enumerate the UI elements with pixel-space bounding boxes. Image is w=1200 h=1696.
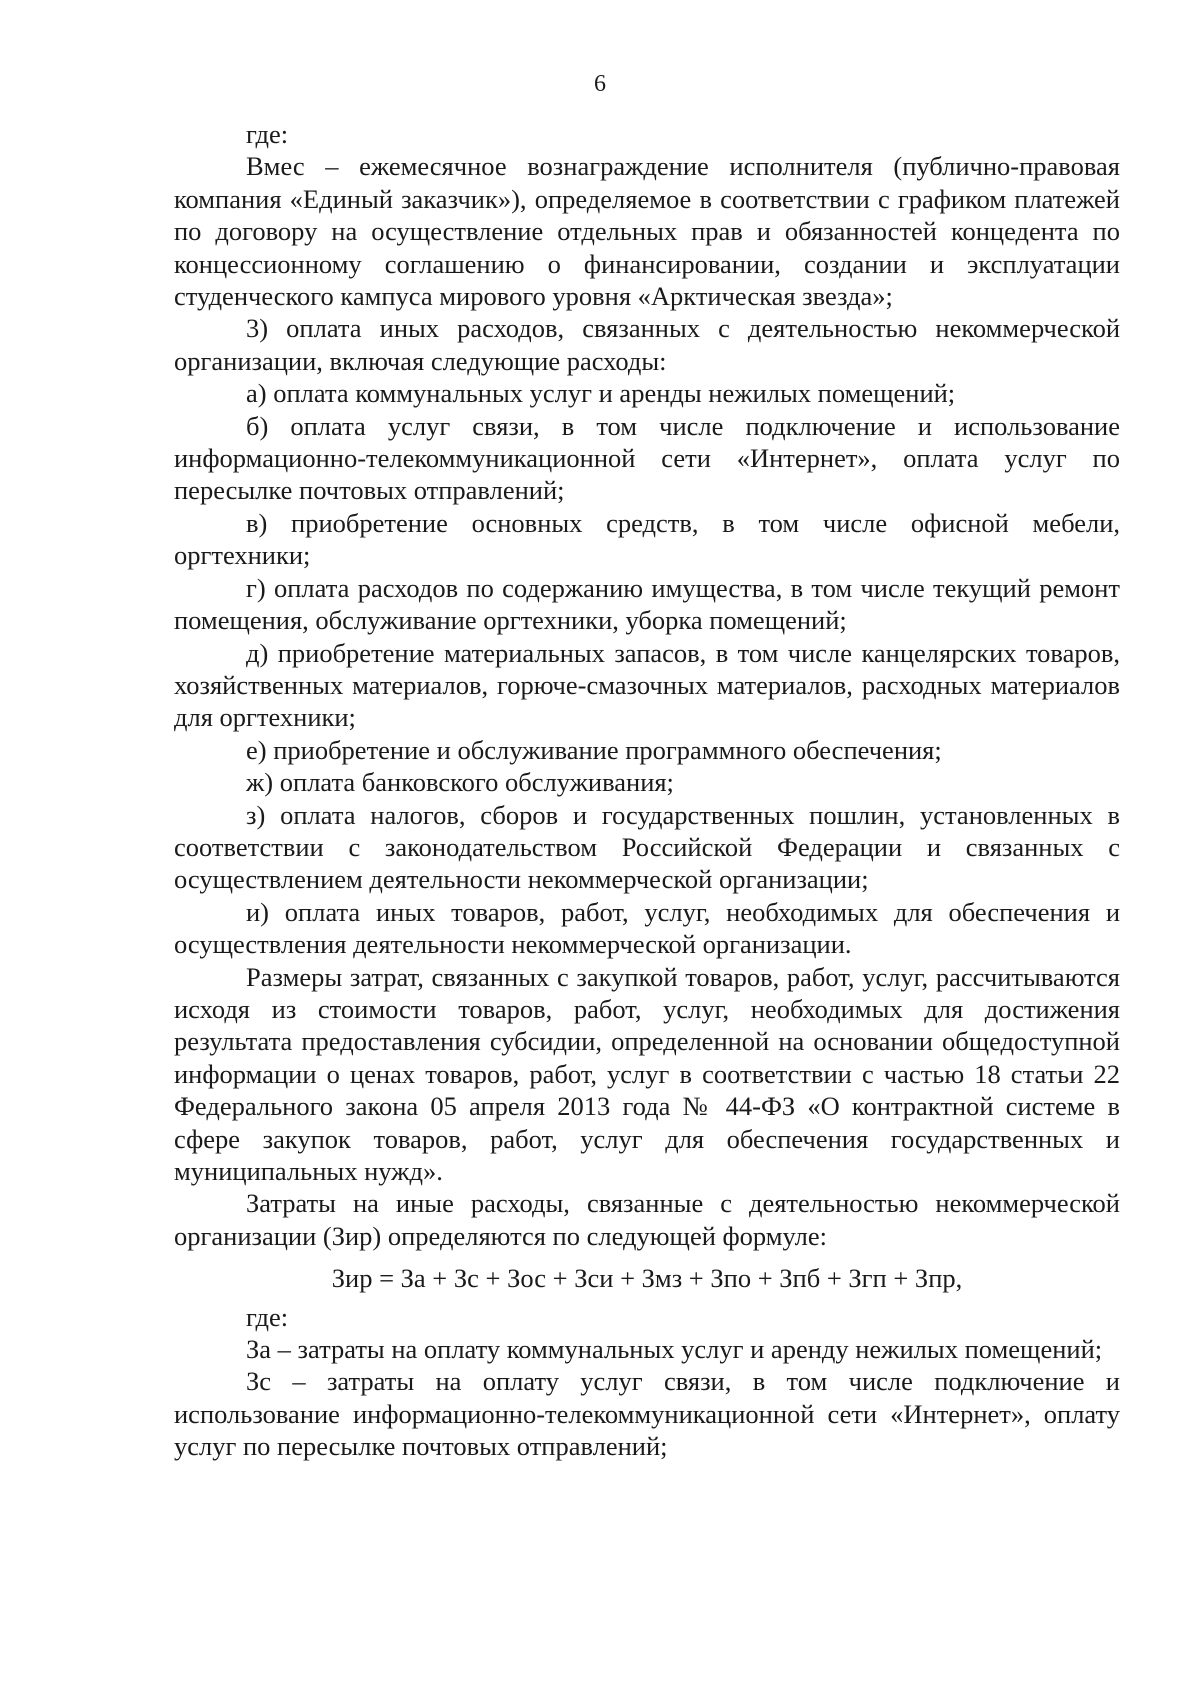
paragraph-item-i: и) оплата иных товаров, работ, услуг, необходимых для обеспечения и осуществления деятельности некоммерческой организации.: [174, 896, 1120, 960]
paragraph-other-costs-intro: Затраты на иные расходы, связанные с деятельностью некоммерческой организации (Зир) определяются по следующей формуле:: [174, 1188, 1120, 1251]
paragraph-zs-definition: Зс – затраты на оплату услуг связи, в том числе подключение и использование информационно-телекоммуникационной сети «Интернет», оплату услуг по пересылке почтовых отправлений;: [174, 1366, 1120, 1462]
document-body: [174, 118, 1120, 1463]
page-number: 6: [594, 71, 606, 97]
paragraph-item-3: 3) оплата иных расходов, связанных с деятельностью некоммерческой организации, включая следующие расходы:: [174, 313, 1120, 376]
paragraph-where-2: где:: [246, 1301, 289, 1332]
paragraph-item-b: б) оплата услуг связи, в том числе подключение и использование информационно-телекоммуникационной сети «Интернет», оплата услуг по пересылке почтовых отправлений;: [174, 410, 1120, 506]
paragraph-item-e: е) приобретение и обслуживание программного обеспечения;: [246, 734, 942, 765]
paragraph-item-z: з) оплата налогов, сборов и государственных пошлин, установленных в соответствии с законодательством Российской Федерации и связанных с осуществлением деятельности некоммерческой организации;: [174, 799, 1120, 895]
paragraph-item-a: а) оплата коммунальных услуг и аренды нежилых помещений;: [246, 378, 956, 409]
paragraph-item-g: г) оплата расходов по содержанию имущества, в том числе текущий ремонт помещения, обслуживание оргтехники, уборка помещений;: [174, 572, 1120, 636]
paragraph-vmes-definition: Вмес – ежемесячное вознаграждение исполнителя (публично-правовая компания «Единый заказчик»), определяемое в соответствии с графиком платежей по договору на осуществление отдельных прав и обязанностей концедента по концессионному соглашению о финансировании, создании и эксплуатации студенческого кампуса мирового уровня «Арктическая звезда»;: [174, 151, 1120, 312]
paragraph-where: где:: [246, 119, 289, 149]
paragraph-item-v: в) приобретение основных средств, в том числе офисной мебели, оргтехники;: [174, 507, 1120, 571]
formula-zir: Зир = За + Зс + Зос + Зси + Змз + Зпо + Зпб + Згп + Зпр,: [331, 1263, 963, 1294]
paragraph-cost-sizes: Размеры затрат, связанных с закупкой товаров, работ, услуг, рассчитываются исходя из стоимости товаров, работ, услуг, необходимых для достижения результата предоставления субсидии, определенной на основании общедоступной информации о ценах товаров, работ, услуг в соответствии с частью 18 статьи 22 Федерального закона 05 апреля 2013 года № 44-ФЗ «О контрактной системе в сфере закупок товаров, работ, услуг для обеспечения государственных и муниципальных нужд».: [174, 961, 1120, 1186]
paragraph-item-zh: ж) оплата банковского обслуживания;: [246, 767, 674, 798]
paragraph-item-d: д) приобретение материальных запасов, в том числе канцелярских товаров, хозяйственных материалов, горюче-смазочных материалов, расходных материалов для оргтехники;: [174, 637, 1120, 733]
paragraph-za-definition: За – затраты на оплату коммунальных услуг и аренду нежилых помещений;: [246, 1334, 1103, 1365]
